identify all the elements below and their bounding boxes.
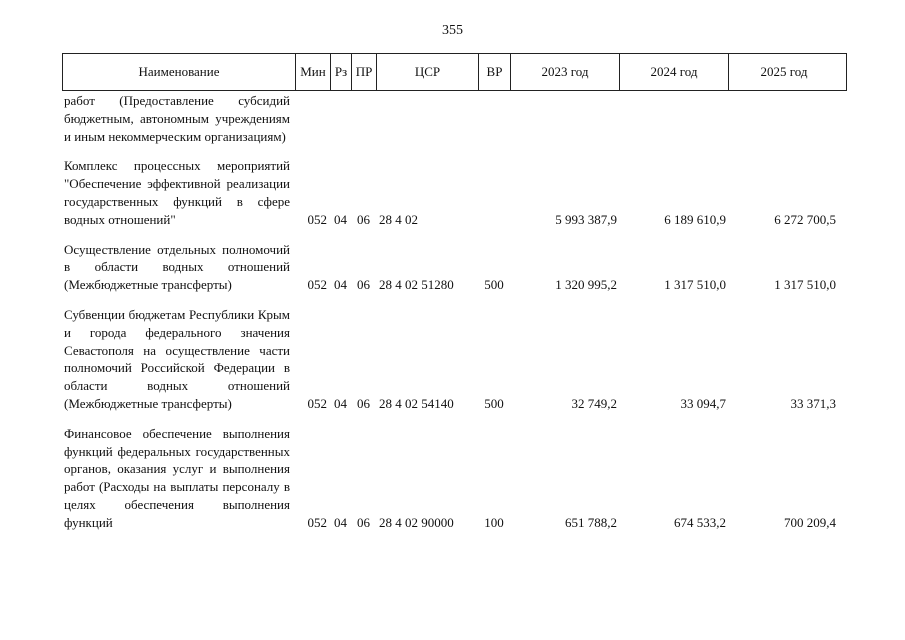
row-csr: 28 4 02 51280: [379, 277, 454, 293]
header-2025: 2025 год: [760, 64, 808, 79]
header-2023: 2023 год: [511, 54, 620, 90]
page-number: 355: [442, 23, 463, 38]
row-2023: 1 320 995,2: [555, 277, 617, 293]
row-min: 052: [307, 514, 327, 530]
row-name: работ (Предоставление субсидий бюджетным, автономным учреждениям и иным некоммерческим организациям): [64, 93, 290, 144]
row-2023: 651 788,2: [565, 514, 617, 530]
row-pr: 06: [357, 211, 370, 227]
row-name: Субвенции бюджетам Республики Крым и города федерального значения Севастополя на осуществление части полномочий Российской Федерации в области водных отношений (Межбюджетные трансферты): [64, 306, 290, 411]
table-row: [62, 92, 847, 145]
row-min: 052: [307, 277, 327, 293]
header-min: Мин: [296, 54, 331, 90]
row-2024: 1 317 510,0: [664, 277, 726, 293]
row-pr: 06: [357, 514, 370, 530]
row-2023: 32 749,2: [571, 395, 617, 411]
row-csr: 28 4 02 54140: [379, 395, 454, 411]
row-2025: 33 371,3: [790, 395, 836, 411]
row-csr: 28 4 02: [379, 211, 418, 227]
table-row: [62, 241, 847, 294]
row-name: Комплекс процессных мероприятий "Обеспечение эффективной реализации государственных функций в сфере водных отношений": [64, 158, 290, 227]
row-rz: 04: [334, 277, 347, 293]
header-rz: Рз: [331, 54, 352, 90]
row-2025: 700 209,4: [784, 514, 836, 530]
header-vr: ВР: [479, 54, 511, 90]
row-vr: 100: [484, 514, 504, 530]
table-row: [62, 425, 847, 532]
row-csr: 28 4 02 90000: [379, 514, 454, 530]
row-rz: 04: [334, 211, 347, 227]
header-name: Наименование: [63, 54, 296, 90]
row-vr: 500: [484, 395, 504, 411]
header-pr: ПР: [352, 54, 377, 90]
header-csr: ЦСР: [377, 54, 479, 90]
table-header: [62, 53, 847, 91]
row-rz: 04: [334, 395, 347, 411]
row-pr: 06: [357, 395, 370, 411]
row-pr: 06: [357, 277, 370, 293]
table-row: [62, 157, 847, 228]
row-min: 052: [307, 395, 327, 411]
row-2025: 6 272 700,5: [774, 211, 836, 227]
row-name: Финансовое обеспечение выполнения функций федеральных государственных органов, оказания услуг и выполнения работ (Расходы на выплаты персоналу в целях обеспечения выполнения функций: [64, 425, 290, 530]
header-2024: 2024 год: [620, 54, 729, 90]
row-2024: 674 533,2: [674, 514, 726, 530]
row-name: Осуществление отдельных полномочий в области водных отношений (Межбюджетные трансферты): [64, 241, 290, 293]
row-min: 052: [307, 211, 327, 227]
row-2025: 1 317 510,0: [774, 277, 836, 293]
table-body: [62, 92, 847, 544]
table-row: [62, 306, 847, 413]
row-2024: 6 189 610,9: [664, 211, 726, 227]
row-vr: 500: [484, 277, 504, 293]
row-2024: 33 094,7: [680, 395, 726, 411]
row-rz: 04: [334, 514, 347, 530]
row-2023: 5 993 387,9: [555, 211, 617, 227]
